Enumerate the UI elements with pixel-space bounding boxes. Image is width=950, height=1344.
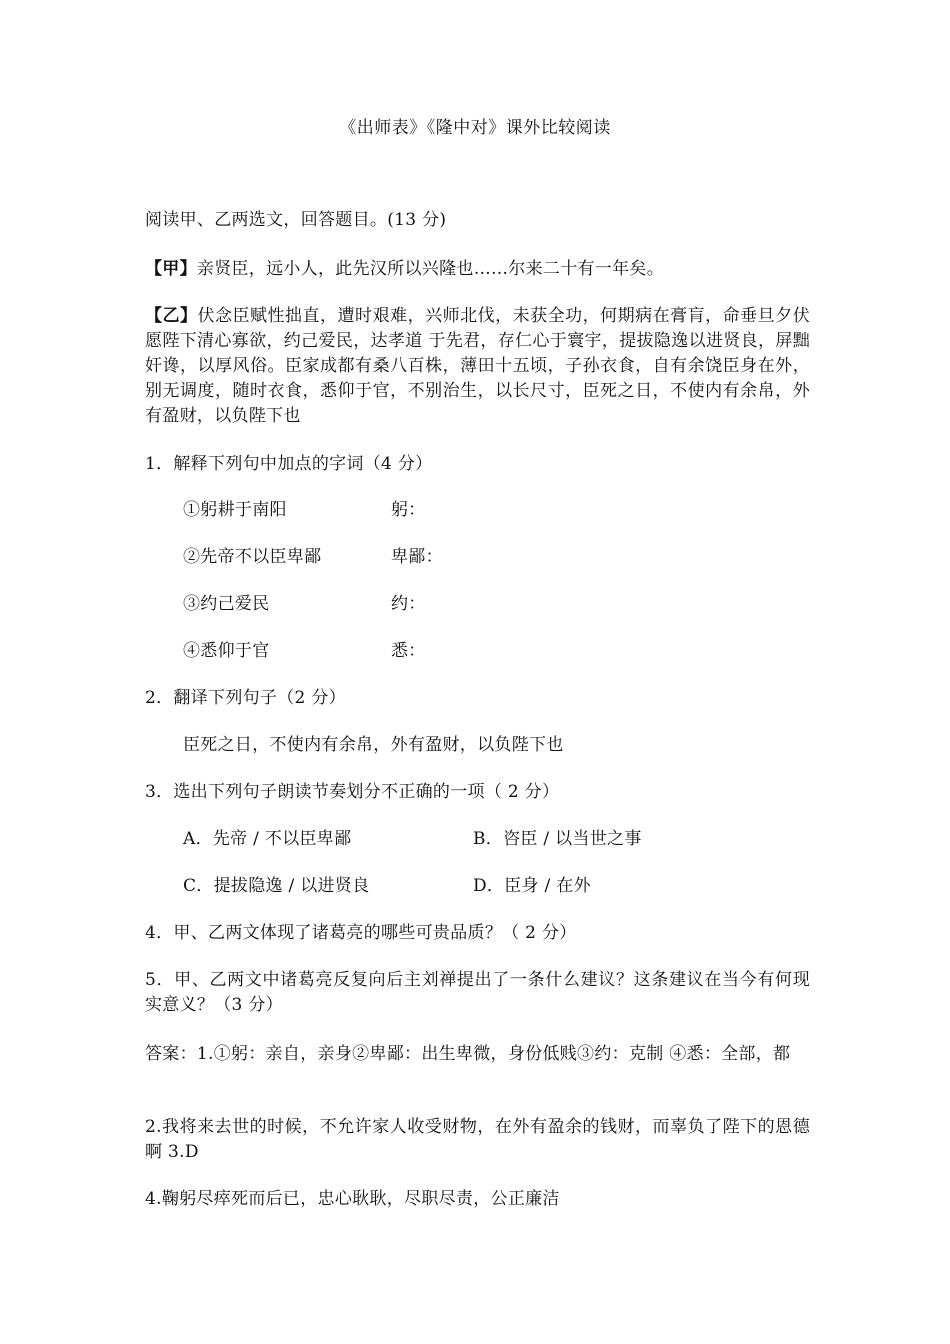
q1-item-sentence: ①躬耕于南阳 [183,500,287,520]
q1-item-word: 悉： [391,641,426,661]
passage-jia-marker: 【甲】 [145,259,197,279]
q1-item-word: 躬： [391,500,426,520]
q1-item-sentence: ②先帝不以臣卑鄙 [183,547,322,567]
question-3-prompt: 3．选出下列句子朗读节奏划分不正确的一项（ 2 分） [145,782,560,802]
passage-jia-text: 亲贤臣，远小人，此先汉所以兴隆也……尔来二十有一年矣。 [196,259,665,279]
passage-jia [145,257,810,282]
q1-item [183,592,783,617]
q1-item [183,545,783,570]
question-2-sentence: 臣死之日，不使内有余帛，外有盈财，以负陛下也 [183,735,564,755]
passage-yi-text: 伏念臣赋性拙直，遭时艰难，兴师北伐，未获全功，何期病在膏肓，命垂旦夕伏愿陛下清心寡欲，约己爱民，达孝道 于先君，存仁心于寰宇，提拔隐逸以进贤良，屏黜奸谗，以厚风俗。臣家成都有桑八百株，薄田十五顷，子孙衣食，自有余饶臣身在外，别无调度，随时衣食，悉仰于官，不别治生，以长尺寸，臣死之日，不使内有余帛，外有盈财，以负陛下也 [145,306,810,426]
question-4-prompt: 4．甲、乙两文体现了诸葛亮的哪些可贵品质？（ 2 分） [145,923,577,943]
passage-yi-marker: 【乙】 [145,306,198,326]
passage-yi [145,304,810,429]
answer-4: 4.鞠躬尽瘁死而后已，忠心耿耿，尽职尽责，公正廉洁 [145,1189,560,1209]
question-5-prompt: 5．甲、乙两文中诸葛亮反复向后主刘禅提出了一条什么建议？这条建议在当今有何现实意义？（3 分） [145,970,810,1015]
answer-1: 答案：1.①躬：亲自，亲身②卑鄙：出生卑微，身份低贱③约：克制 ④悉：全部，都 [145,1044,791,1064]
question-1-prompt: 1．解释下列句中加点的字词（4 分） [145,454,433,474]
q3-option-row [183,827,783,852]
q1-item [183,498,783,523]
q3-option: B．咨臣 / 以当世之事 [473,829,642,849]
q3-option: C．提拔隐逸 / 以进贤良 [183,876,370,896]
q3-option: A．先帝 / 不以臣卑鄙 [183,829,352,849]
q1-item-sentence: ③约己爱民 [183,594,270,614]
q3-option-row [183,874,783,899]
q1-item-word: 约： [391,594,426,614]
intro-text: 阅读甲、乙两选文，回答题目。(13 分) [145,210,447,230]
answer-2-3: 2.我将来去世的时候，不允许家人收受财物，在外有盈余的钱财，而辜负了陛下的恩德啊 3.D [145,1117,810,1162]
q3-option: D．臣身 / 在外 [473,876,591,896]
page-title: 《出师表》《隆中对》课外比较阅读 [339,118,611,138]
q1-item [183,639,783,664]
question-2-prompt: 2．翻译下列句子（2 分） [145,688,346,708]
q1-item-sentence: ④悉仰于官 [183,641,270,661]
q1-item-word: 卑鄙： [391,547,443,567]
